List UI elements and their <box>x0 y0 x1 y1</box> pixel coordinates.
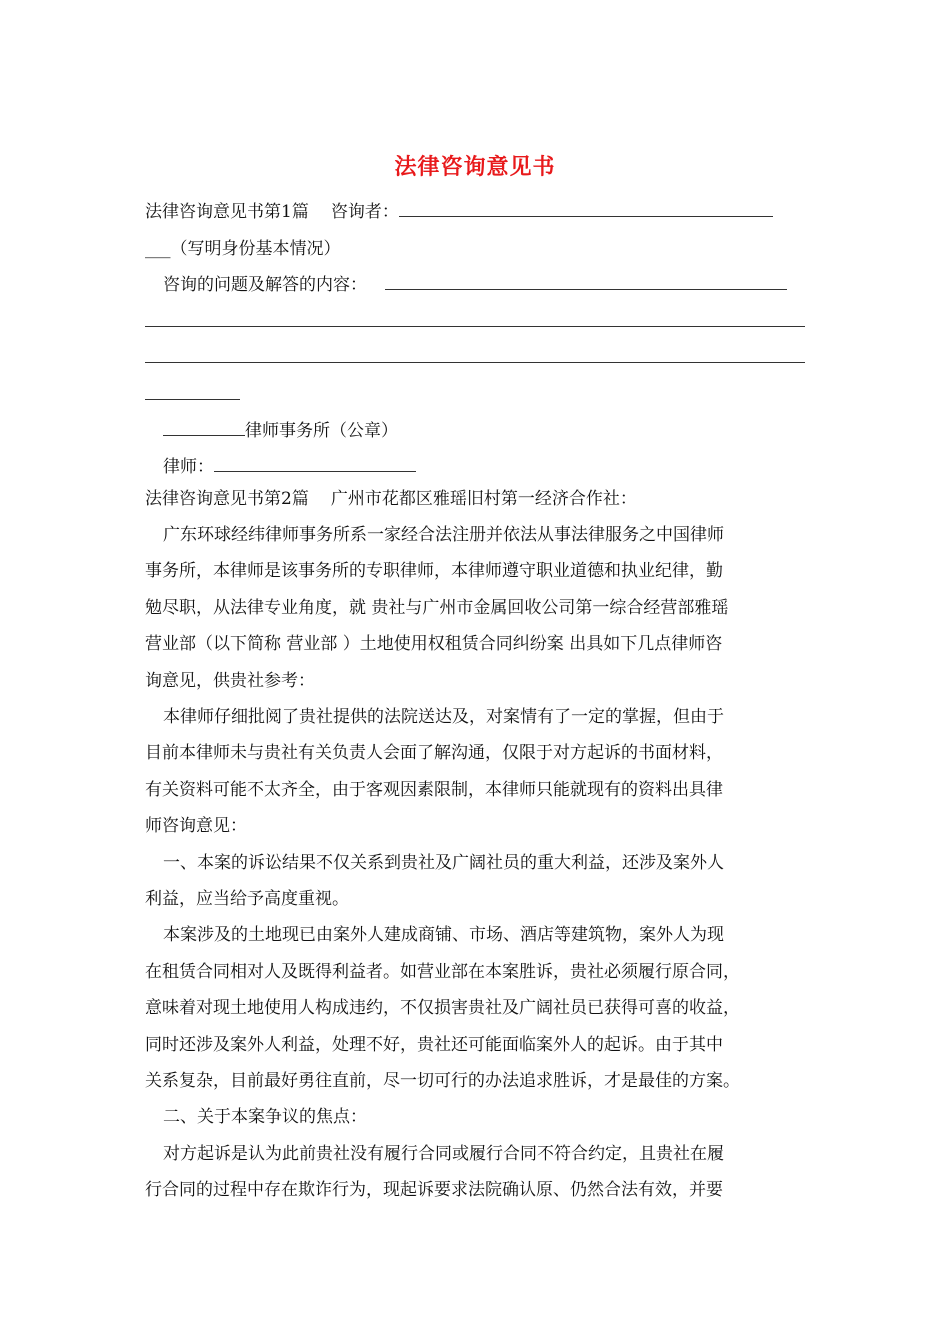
body-line: 一、本案的诉讼结果不仅关系到贵社及广阔社员的重大利益，还涉及案外人 <box>163 853 724 873</box>
body-line: 同时还涉及案外人利益，处理不好，贵社还可能面临案外人的起诉。由于其中 <box>145 1035 723 1055</box>
body-line: 关系复杂，目前最好勇往直前，尽一切可行的办法追求胜诉，才是最佳的方案。 <box>145 1071 740 1091</box>
body-line: 在租赁合同相对人及既得利益者。如营业部在本案胜诉，贵社必须履行原合同， <box>145 962 740 982</box>
body-line: 利益，应当给予高度重视。 <box>145 889 349 909</box>
section1-heading: 法律咨询意见书第1篇 <box>145 202 309 222</box>
answer-blank-line-2 <box>145 362 805 363</box>
body-line: 师咨询意见： <box>145 816 247 836</box>
document-title: 法律咨询意见书 <box>394 154 556 180</box>
body-line: 事务所，本律师是该事务所的专职律师，本律师遵守职业道德和执业纪律，勤 <box>145 561 723 581</box>
firm-seal-label: 律师事务所（公章） <box>245 421 398 441</box>
answer-blank-line-3 <box>145 399 240 400</box>
body-line: 目前本律师未与贵社有关负责人会面了解沟通，仅限于对方起诉的书面材料， <box>145 743 723 763</box>
lawyer-label: 律师： <box>163 457 214 477</box>
section1-first-line <box>145 201 805 223</box>
body-line: 勉尽职，从法律专业角度，就 贵社与广州市金属回收公司第一综合经营部雅瑶 <box>145 598 729 618</box>
consultant-label: 咨询者： <box>330 202 399 222</box>
lawyer-line <box>145 456 823 478</box>
body-line: 广东环球经纬律师事务所系一家经合法注册并依法从事法律服务之中国律师 <box>163 525 724 545</box>
body-line: 有关资料可能不太齐全，由于客观因素限制，本律师只能就现有的资料出具律 <box>145 780 723 800</box>
firm-blank <box>163 421 245 436</box>
question-blank <box>385 275 787 290</box>
body-line: 营业部（以下简称 营业部 ）土地使用权租赁合同纠纷案 出具如下几点律师咨 <box>145 634 723 654</box>
consultant-blank <box>399 202 773 217</box>
firm-line <box>145 420 823 442</box>
body-line: 意味着对现土地使用人构成违约，不仅损害贵社及广阔社员已获得可喜的收益， <box>145 998 740 1018</box>
body-line: 本案涉及的土地现已由案外人建成商铺、市场、酒店等建筑物，案外人为现 <box>163 925 724 945</box>
section2-first-line <box>145 488 805 510</box>
question-line <box>145 274 823 296</box>
body-line: 本律师仔细批阅了贵社提供的法院送达及，对案情有了一定的掌握，但由于 <box>163 707 724 727</box>
question-label: 咨询的问题及解答的内容： <box>163 275 367 295</box>
lawyer-blank <box>214 457 416 472</box>
body-line: 二、关于本案争议的焦点： <box>163 1107 367 1127</box>
section2-addressee: 广州市花都区雅瑶旧村第一经济合作社： <box>330 489 637 509</box>
body-line: 询意见，供贵社参考： <box>145 671 315 691</box>
section2-heading: 法律咨询意见书第2篇 <box>145 489 309 509</box>
identity-line: ___（写明身份基本情况） <box>145 239 341 259</box>
body-line: 对方起诉是认为此前贵社没有履行合同或履行合同不符合约定，且贵社在履 <box>163 1144 724 1164</box>
answer-blank-line-1 <box>145 326 805 327</box>
body-line: 行合同的过程中存在欺诈行为，现起诉要求法院确认原、仍然合法有效，并要 <box>145 1180 723 1200</box>
